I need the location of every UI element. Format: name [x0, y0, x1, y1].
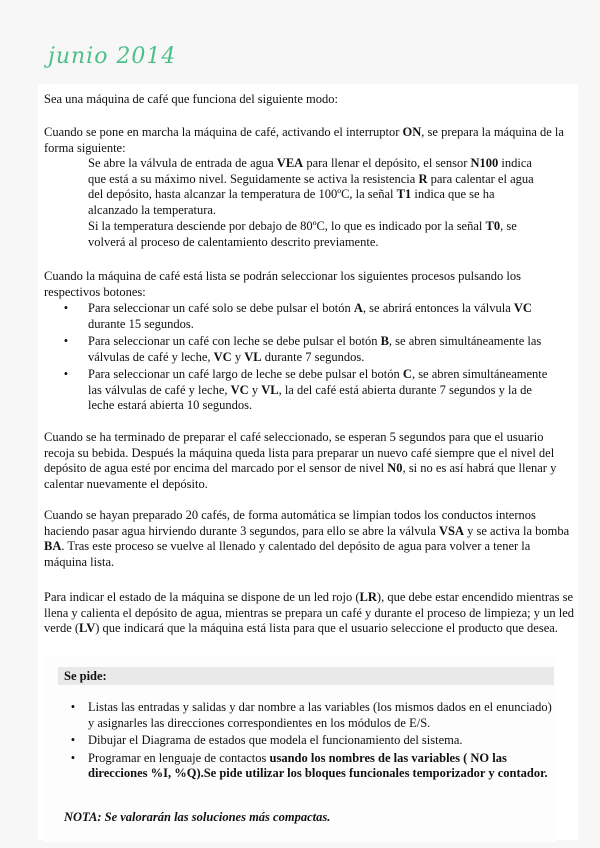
- startup-fill-step: Se abre la válvula de entrada de agua VEA para llenar el depósito, el sensor N100 indica que está a su máximo nivel. Seguidamente se activa la resistencia R para calentar el agua del depósito, hasta alcanzar la temperatura de 100ºC, la señal T1 indica que se ha alcanzado la temperatura.: [88, 156, 534, 217]
- bullet-icon: •: [63, 334, 69, 348]
- cleaning-paragraph: Cuando se hayan preparado 20 cafés, de forma automática se limpian todos los conductos internos haciendo pasar agua hirviendo durante 3 segundos, para ello se abre la válvula VSA y se activa la bomba BA. Tras este proceso se vuelve al llenado y calentado del depósito de agua para volver a tener la máquina lista.: [44, 508, 570, 569]
- task-list: [58, 700, 554, 784]
- bullet-icon: •: [63, 301, 69, 315]
- bullet-icon: •: [70, 700, 76, 714]
- coffee-options-list: [44, 301, 554, 416]
- task-header: Se pide:: [58, 667, 554, 685]
- bullet-icon: •: [70, 750, 76, 765]
- list-item: • Para seleccionar un café con leche se debe pulsar el botón B, se abren simultáneamente las válvulas de café y leche, VC y VL durante 7 segundos.: [44, 334, 554, 365]
- grading-note: NOTA: Se valorarán las soluciones más compactas.: [64, 810, 331, 824]
- list-item: • Listas las entradas y salidas y dar nombre a las variables (los mismos dados en el enunciado) y asignarles las direcciones correspondientes en los módulos de E/S.: [58, 700, 554, 731]
- bullet-icon: •: [70, 733, 76, 747]
- bullet-icon: •: [63, 367, 69, 381]
- list-item: • Dibujar el Diagrama de estados que modela el funcionamiento del sistema.: [58, 733, 554, 749]
- leds-paragraph: Para indicar el estado de la máquina se dispone de un led rojo (LR), que debe estar encendido mientras se llena y calienta el depósito de agua, mientras se prepara un café y durante el proceso de limpieza; y un led verde (LV) que indicará que la máquina está lista para que el usuario seleccione el producto que desea.: [44, 590, 574, 635]
- list-item: • Programar en lenguaje de contactos usando los nombres de las variables ( NO las direcciones %I, %Q).Se pide utilizar los bloques funcionales temporizador y contador.: [58, 751, 554, 782]
- startup-reheat-step: Si la temperatura desciende por debajo de 80ºC, lo que es indicado por la señal T0, se volverá al proceso de calentamiento descrito previamente.: [88, 219, 517, 249]
- list-item: • Para seleccionar un café solo se debe pulsar el botón A, se abrirá entonces la válvula VC durante 15 segundos.: [44, 301, 554, 332]
- handwritten-date-title: junio 2014: [48, 44, 177, 69]
- startup-paragraph: Cuando se pone en marcha la máquina de café, activando el interruptor ON, se prepara la máquina de la forma siguiente:: [44, 125, 564, 155]
- finish-paragraph: Cuando se ha terminado de preparar el café seleccionado, se esperan 5 segundos para que el usuario recoja su bebida. Después la máquina queda lista para preparar un nuevo café siempre que el nivel del depósito de agua esté por encima del marcado por el sensor de nivel N0, si no es así habrá que llenar y calentar nuevamente el depósito.: [44, 430, 557, 491]
- intro-paragraph: Sea una máquina de café que funciona del siguiente modo:: [44, 92, 338, 106]
- list-item: • Para seleccionar un café largo de leche se debe pulsar el botón C, se abren simultáneamente las válvulas de café y leche, VC y VL, la del café está abierta durante 7 segundos y la de leche estará abierta 10 segundos.: [44, 367, 554, 414]
- ready-paragraph: Cuando la máquina de café está lista se podrán seleccionar los siguientes procesos pulsando los respectivos botones:: [44, 269, 521, 299]
